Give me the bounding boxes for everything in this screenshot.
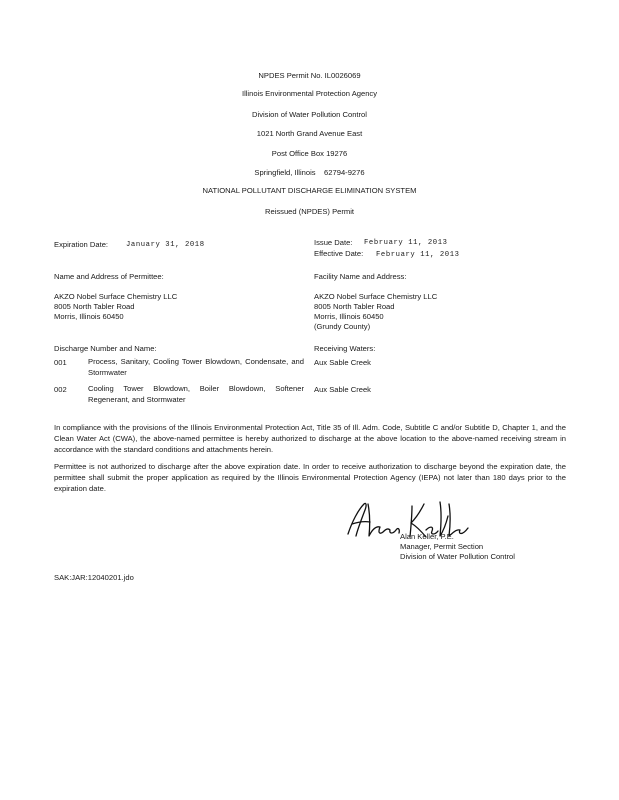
- permit-number: NPDES Permit No. IL0026069: [258, 71, 361, 80]
- permittee-line: 8005 North Tabler Road: [54, 302, 135, 311]
- document-reference: SAK:JAR:12040201.jdo: [54, 573, 134, 582]
- agency-name: Illinois Environmental Protection Agency: [241, 89, 378, 98]
- facility-line: Morris, Illinois 60450: [314, 312, 384, 321]
- agency-city: Springfield, Illinois: [254, 168, 316, 177]
- facility-line: (Grundy County): [314, 322, 371, 331]
- discharge-name: Process, Sanitary, Cooling Tower Blowdown, Condensate, and Stormwater: [88, 357, 304, 377]
- discharge-receiving: Aux Sable Creek: [314, 385, 371, 394]
- discharge-name: Cooling Tower Blowdown, Boiler Blowdown, Softener Regenerant, and Stormwater: [88, 384, 304, 404]
- agency-city-zip: [0, 168, 619, 177]
- facility-line: AKZO Nobel Surface Chemistry LLC: [314, 292, 438, 301]
- issue-date-label: Issue Date:: [314, 238, 353, 247]
- agency-address-line2: Post Office Box 19276: [271, 149, 348, 158]
- expiration-date-value: January 31, 2018: [126, 241, 205, 249]
- discharge-number: 002: [54, 385, 67, 394]
- facility-line: 8005 North Tabler Road: [314, 302, 395, 311]
- discharge-receiving: Aux Sable Creek: [314, 358, 371, 367]
- effective-date-label: Effective Date:: [314, 249, 364, 258]
- receiving-waters-heading: Receiving Waters:: [314, 344, 376, 353]
- discharge-heading: Discharge Number and Name:: [54, 344, 157, 353]
- signer-division: Division of Water Pollution Control: [400, 552, 515, 561]
- compliance-paragraph: In compliance with the provisions of the Illinois Environmental Protection Act, Title 35 of Ill. Adm. Code, Subtitle C and/or Subtitle D, Chapter 1, and the Clean Water Act (CWA), the above-named permittee is hereby authorized to discharge at the above location to the above-named receiving stream in accordance with the standard conditions and attachments herein.: [54, 423, 566, 454]
- permittee-line: AKZO Nobel Surface Chemistry LLC: [54, 292, 178, 301]
- agency-zip: 62794-9276: [324, 168, 365, 177]
- agency-address-line1: 1021 North Grand Avenue East: [256, 129, 363, 138]
- discharge-number: 001: [54, 358, 67, 367]
- permittee-heading: Name and Address of Permittee:: [54, 272, 164, 281]
- signer-title: Manager, Permit Section: [400, 542, 484, 551]
- signer-name: Alan Keller, P.E.: [400, 532, 454, 541]
- facility-heading: Facility Name and Address:: [314, 272, 407, 281]
- permit-type: Reissued (NPDES) Permit: [264, 207, 355, 216]
- effective-date-value: February 11, 2013: [376, 251, 460, 259]
- system-title: NATIONAL POLLUTANT DISCHARGE ELIMINATION SYSTEM: [202, 186, 417, 195]
- expiration-date-label: Expiration Date:: [54, 240, 109, 249]
- issue-date-value: February 11, 2013: [364, 239, 448, 247]
- authorization-paragraph: Permittee is not authorized to discharge after the above expiration date. In order to receive authorization to discharge beyond the expiration date, the permittee shall submit the proper application as required by the Illinois Environmental Protection Agency (IEPA) not later than 180 days prior to the expiration date.: [54, 462, 566, 493]
- division-name: Division of Water Pollution Control: [252, 110, 367, 119]
- permittee-line: Morris, Illinois 60450: [54, 312, 124, 321]
